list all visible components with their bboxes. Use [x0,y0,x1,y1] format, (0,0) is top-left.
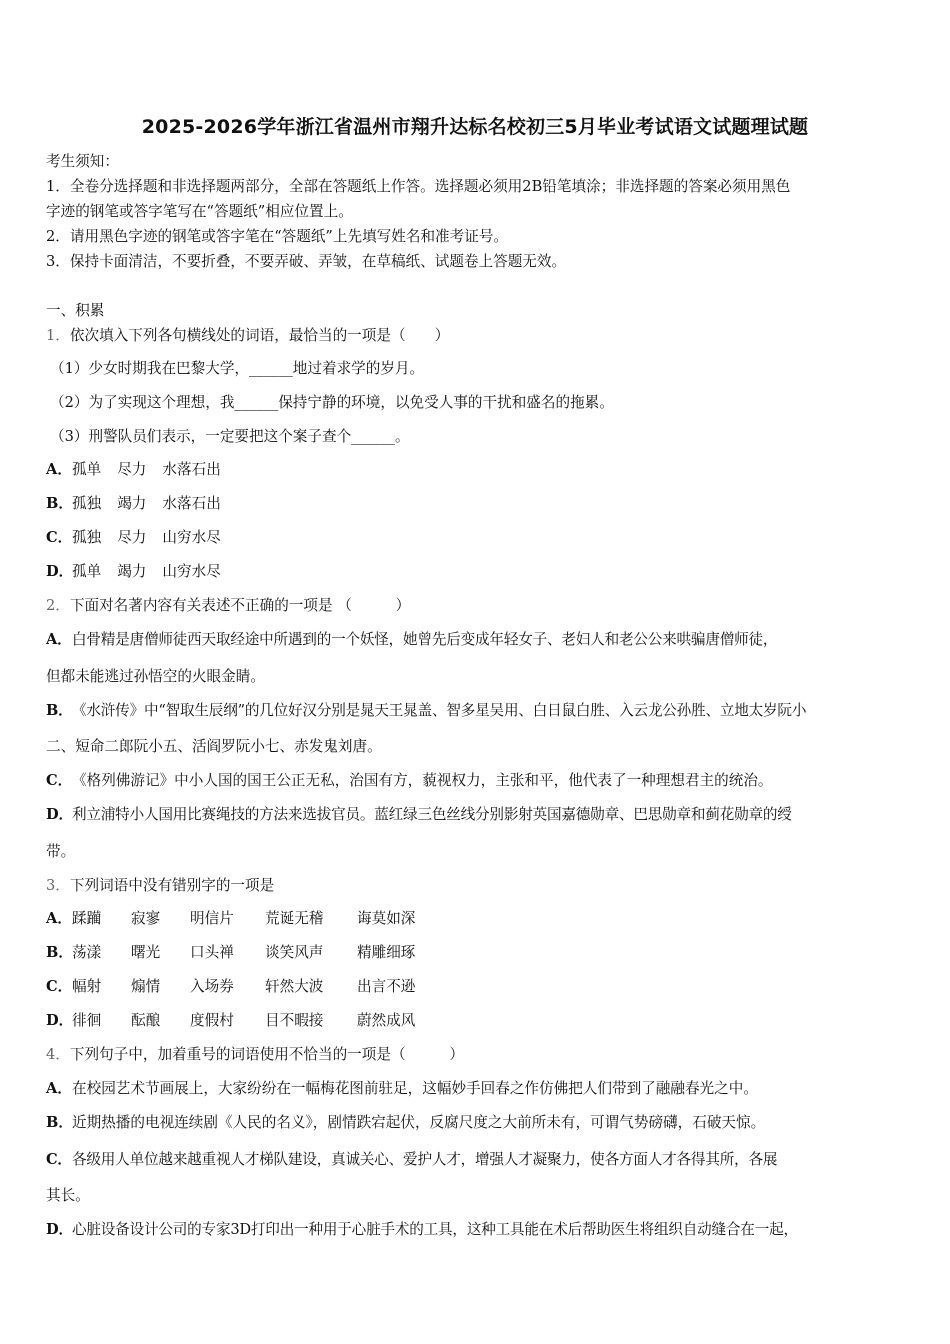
q4-option-b [46,1113,765,1133]
option-text: 利立浦特小人国用比赛绳技的方法来选拔官员。蓝红绿三色丝线分别影射英国嘉德勋章、巴思勋章和蓟花勋章的绶 [72,806,792,823]
q2-option-c [46,771,773,791]
notice-item: 1．全卷分选择题和非选择题两部分，全部在答题纸上作答。选择题必须用2B铅笔填涂；非选择题的答案必须用黑色 [46,178,791,195]
question-2-stem [46,596,410,616]
notice-item: 3．保持卡面清洁，不要折叠，不要弄破、弄皱，在草稿纸、试题卷上答题无效。 [46,253,567,270]
option-text: 近期热播的电视连续剧《人民的名义》，剧情跌宕起伏，反腐尺度之大前所未有，可谓气势磅礴，石破天惊。 [72,1114,766,1131]
option-letter: C． [46,1151,72,1168]
option-word: 荡漾 [72,944,102,961]
option-word: 酝酿 [131,1012,161,1029]
section-heading: 一、积累 [46,302,105,319]
q2-option-a-cont: 但都未能逃过孙悟空的火眼金睛。 [46,668,265,685]
option-word: 徘徊 [72,1012,102,1029]
option-word: 孤独 [72,495,102,512]
option-word: 度假村 [190,1012,234,1029]
exam-title: 2025-2026学年浙江省温州市翔升达标名校初三5月毕业考试语文试题理试题 [141,116,809,138]
option-word: 轩然大波 [265,978,324,995]
question-text: 下列句子中，加着重号的词语使用不恰当的一项是（ ） [69,1046,464,1063]
q4-option-c-cont: 其长。 [46,1187,90,1204]
question-4-stem [46,1045,464,1065]
q4-option-d [46,1220,798,1240]
option-word: 尽力 [117,461,147,478]
option-word: 明信片 [190,910,234,927]
question-text: 依次填入下列各句横线处的词语，最恰当的一项是（ ） [69,327,450,344]
option-word: 孤单 [72,461,102,478]
option-letter: C． [46,772,73,789]
option-letter: D． [46,1012,74,1029]
option-word: 竭力 [117,495,147,512]
q1-option-a [46,460,221,480]
option-word: 尽力 [117,529,147,546]
option-word: 出言不逊 [357,978,416,995]
option-word: 曙光 [131,944,161,961]
q2-option-d-cont: 带。 [46,843,76,860]
notice-item: 字迹的钢笔或答字笔写在“答题纸”相应位置上。 [46,203,353,220]
option-letter: B． [46,944,73,961]
q3-option-a [46,909,415,929]
option-word: 煽情 [131,978,161,995]
option-letter: A． [46,631,72,648]
option-letter: C． [46,978,73,995]
option-text: 在校园艺术节画展上，大家纷纷在一幅梅花图前驻足，这幅妙手回春之作仿佛把人们带到了融融春光之中。 [72,1080,758,1097]
question-number: 3． [46,877,70,894]
question-text: 下面对名著内容有关表述不正确的一项是 （ ） [69,597,411,614]
option-word: 口头禅 [190,944,234,961]
question-text: 下列词语中没有错别字的一项是 [69,877,275,894]
option-text: 《水浒传》中“智取生辰纲”的几位好汉分别是晁天王晁盖、智多星吴用、白日鼠白胜、入云龙公孙胜、立地太岁阮小 [72,702,807,719]
question-number: 1． [46,327,70,344]
option-word: 寂寥 [131,910,161,927]
option-text: 《格列佛游记》中小人国的国王公正无私，治国有方，藐视权力，主张和平，他代表了一种理想君主的统治。 [72,772,773,789]
option-word: 诲莫如深 [357,910,416,927]
q2-option-a [46,630,777,650]
question-number: 2． [46,597,70,614]
q3-option-d [46,1011,415,1031]
option-word: 目不暇接 [265,1012,324,1029]
option-word: 山穷水尽 [162,529,221,546]
option-letter: B． [46,495,73,512]
option-letter: A． [46,910,72,927]
q1-option-d [46,562,221,582]
option-letter: D． [46,806,73,823]
question-1-stem [46,326,449,346]
option-letter: B． [46,702,73,719]
notice-heading: 考生须知： [46,153,119,170]
option-word: 蹂躏 [72,910,102,927]
option-text: 心脏设备设计公司的专家3D打印出一种用于心脏手术的工具，这种工具能在术后帮助医生将组织自动缝合在一起， [72,1221,798,1238]
option-word: 孤单 [72,563,102,580]
option-letter: A． [46,1080,72,1097]
option-word: 幅射 [72,978,102,995]
option-word: 孤独 [72,529,102,546]
option-word: 水落石出 [162,495,221,512]
q3-option-c [46,977,415,997]
option-word: 荒诞无稽 [265,910,324,927]
option-letter: A． [46,461,72,478]
option-text: 白骨精是唐僧师徒西天取经途中所遇到的一个妖怪，她曾先后变成年轻女子、老妇人和老公公来哄骗唐僧师徒， [72,631,778,648]
option-letter: C． [46,529,73,546]
option-word: 竭力 [117,563,147,580]
option-word: 精雕细琢 [357,944,416,961]
option-word: 蔚然成风 [357,1012,416,1029]
q2-option-b-cont: 二、短命二郎阮小五、活阎罗阮小七、赤发鬼刘唐。 [46,738,382,755]
q2-option-d [46,805,792,825]
q1-sentence: （2）为了实现这个理想，我______保持宁静的环境，以免受人事的干扰和盛名的拖累。 [50,394,614,411]
option-word: 水落石出 [162,461,221,478]
q3-option-b [46,943,415,963]
question-3-stem [46,876,274,896]
q1-option-c [46,528,221,548]
option-letter: D． [46,563,74,580]
q1-sentence: （1）少女时期我在巴黎大学，______地过着求学的岁月。 [50,360,425,377]
option-text: 各级用人单位越来越重视人才梯队建设，真诚关心、爱护人才，增强人才凝聚力，使各方面人才各得其所，各展 [72,1151,778,1168]
q4-option-a [46,1079,758,1099]
option-word: 谈笑风声 [265,944,324,961]
option-letter: D． [46,1221,73,1238]
notice-item: 2．请用黑色字迹的钢笔或答字笔在“答题纸”上先填写姓名和准考证号。 [46,228,509,245]
option-word: 山穷水尽 [162,563,221,580]
question-number: 4． [46,1046,70,1063]
q1-option-b [46,494,221,514]
q2-option-b [46,701,806,721]
option-letter: B． [46,1114,73,1131]
q1-sentence: （3）刑警队员们表示，一定要把这个案子查个______。 [50,428,410,445]
q4-option-c [46,1150,777,1170]
option-word: 入场券 [190,978,234,995]
